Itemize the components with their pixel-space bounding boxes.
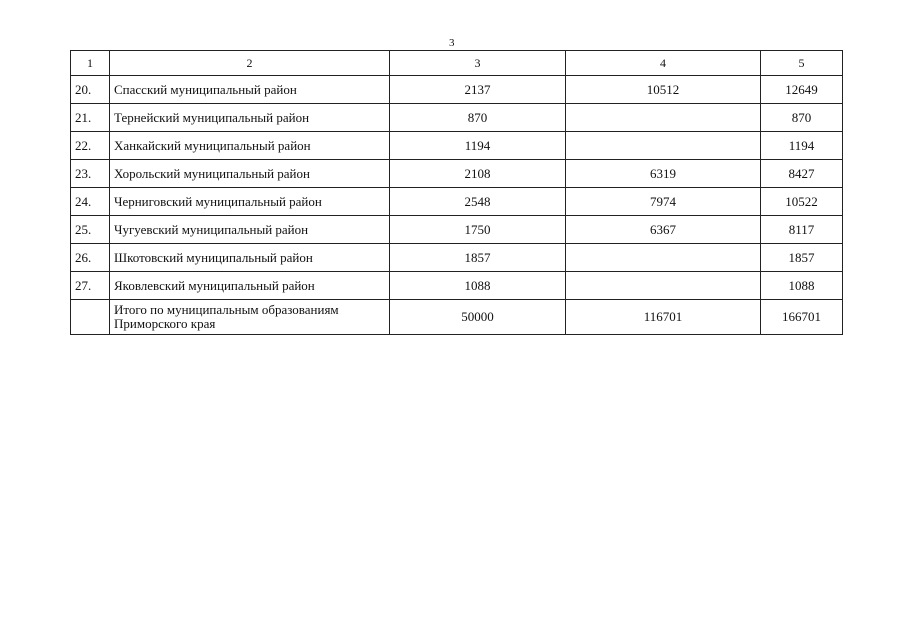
table-row (71, 104, 843, 132)
table-row (71, 132, 843, 160)
value-col4: 10512 (566, 76, 761, 104)
district-name: Хорольский муниципальный район (110, 160, 390, 188)
value-col3: 1750 (390, 216, 566, 244)
total-col4: 116701 (566, 300, 761, 335)
table-row (71, 160, 843, 188)
district-name: Ханкайский муниципальный район (110, 132, 390, 160)
row-number: 23. (71, 160, 110, 188)
value-col3: 2137 (390, 76, 566, 104)
value-col4 (566, 132, 761, 160)
total-row (71, 300, 843, 335)
row-number: 27. (71, 272, 110, 300)
value-col5: 1194 (761, 132, 843, 160)
table-row (71, 216, 843, 244)
total-col5: 166701 (761, 300, 843, 335)
table-row (71, 188, 843, 216)
value-col4 (566, 104, 761, 132)
column-header: 5 (761, 51, 843, 76)
value-col5: 8427 (761, 160, 843, 188)
district-name: Яковлевский муниципальный район (110, 272, 390, 300)
data-table (70, 50, 843, 335)
district-name: Спасский муниципальный район (110, 76, 390, 104)
row-number: 20. (71, 76, 110, 104)
district-name: Шкотовский муниципальный район (110, 244, 390, 272)
row-number: 24. (71, 188, 110, 216)
value-col4: 7974 (566, 188, 761, 216)
value-col4: 6367 (566, 216, 761, 244)
column-header: 4 (566, 51, 761, 76)
value-col4 (566, 244, 761, 272)
row-number: 21. (71, 104, 110, 132)
value-col3: 1088 (390, 272, 566, 300)
row-number: 25. (71, 216, 110, 244)
value-col3: 2548 (390, 188, 566, 216)
table-row (71, 244, 843, 272)
value-col3: 870 (390, 104, 566, 132)
row-number: 26. (71, 244, 110, 272)
row-number (71, 300, 110, 335)
district-name: Тернейский муниципальный район (110, 104, 390, 132)
district-name: Чугуевский муниципальный район (110, 216, 390, 244)
value-col5: 8117 (761, 216, 843, 244)
value-col5: 10522 (761, 188, 843, 216)
page-number: 3 (449, 37, 455, 49)
value-col5: 870 (761, 104, 843, 132)
total-col3: 50000 (390, 300, 566, 335)
district-name: Черниговский муниципальный район (110, 188, 390, 216)
value-col5: 1857 (761, 244, 843, 272)
column-header: 2 (110, 51, 390, 76)
value-col4: 6319 (566, 160, 761, 188)
column-header: 1 (71, 51, 110, 76)
value-col4 (566, 272, 761, 300)
table-header-row (71, 51, 843, 76)
value-col3: 1857 (390, 244, 566, 272)
value-col5: 12649 (761, 76, 843, 104)
value-col5: 1088 (761, 272, 843, 300)
total-label: Итого по муниципальным образованиям Приморского края (110, 300, 390, 335)
row-number: 22. (71, 132, 110, 160)
column-header: 3 (390, 51, 566, 76)
value-col3: 2108 (390, 160, 566, 188)
table-row (71, 76, 843, 104)
value-col3: 1194 (390, 132, 566, 160)
table-row (71, 272, 843, 300)
